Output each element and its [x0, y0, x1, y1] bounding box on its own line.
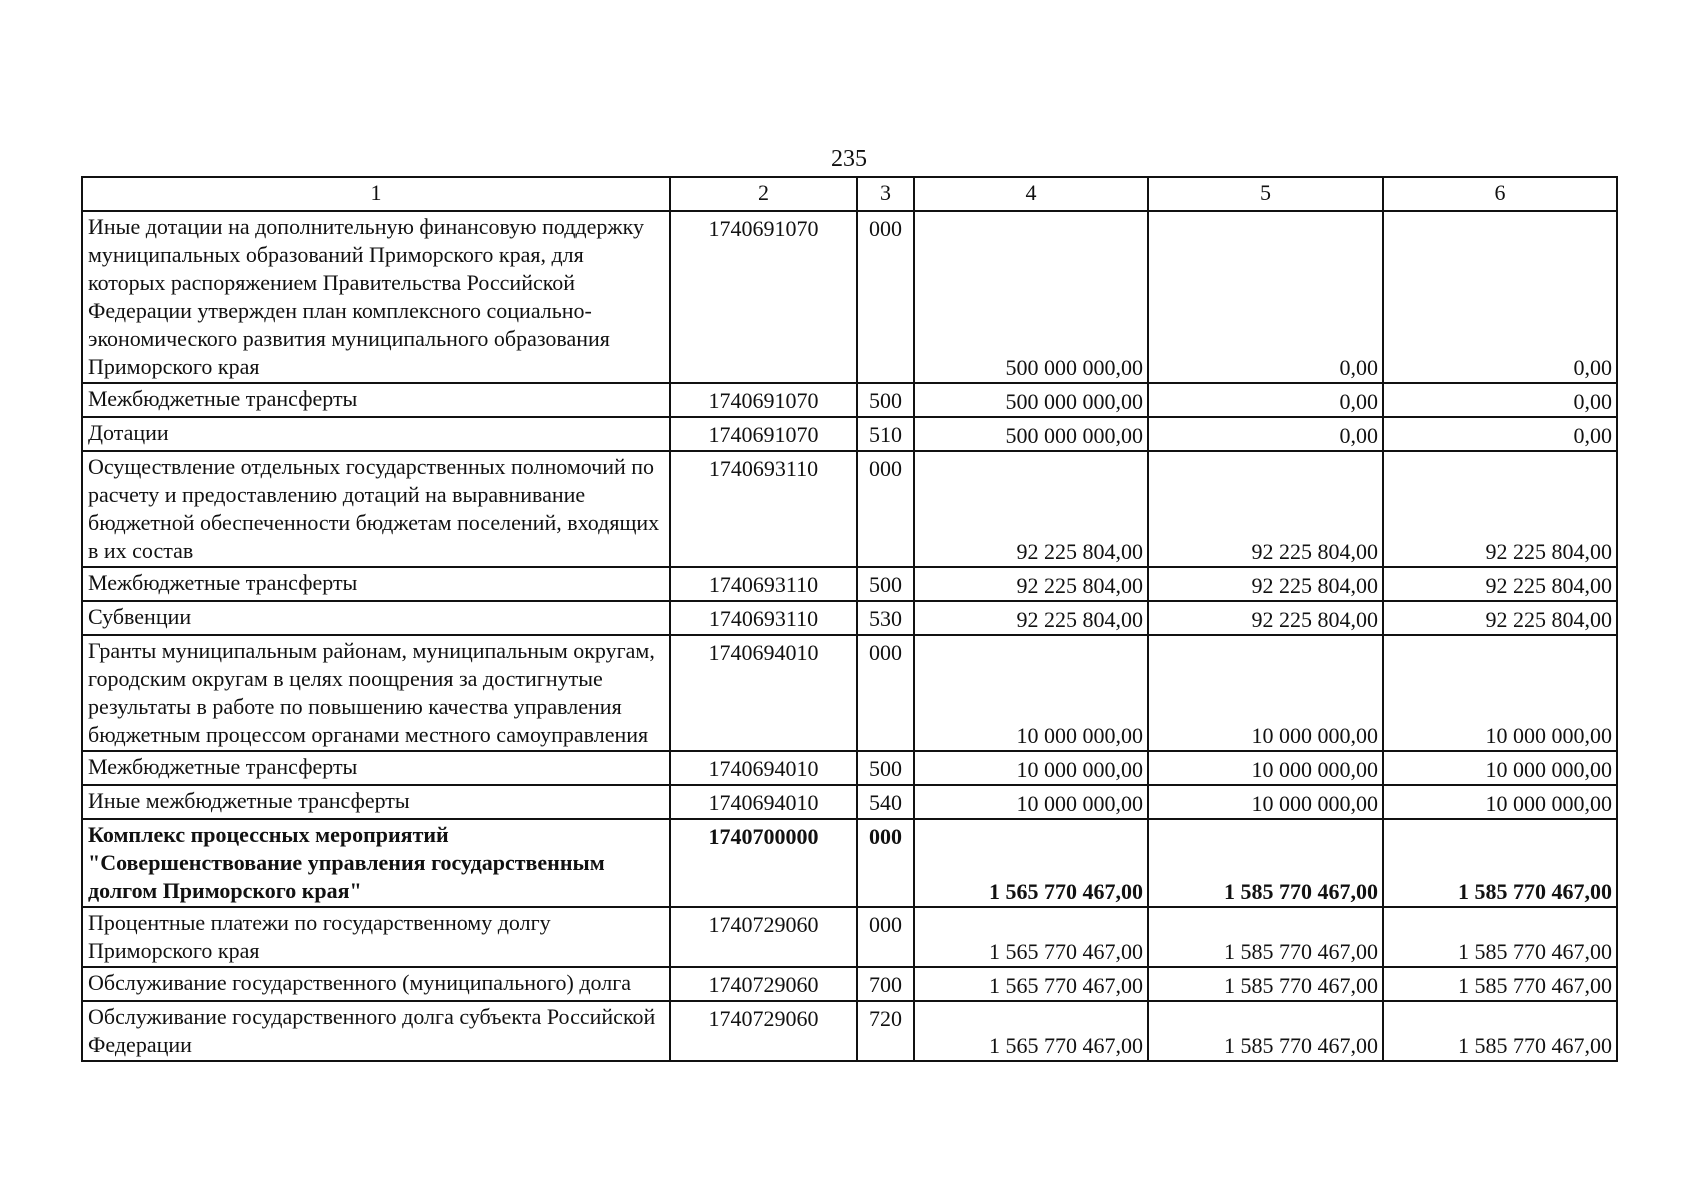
row-expense-type-cell: 540: [857, 785, 914, 819]
row-expense-type-cell: 000: [857, 211, 914, 383]
column-header-4: 4: [914, 177, 1148, 211]
row-amount-col5-cell: 1 585 770 467,00: [1148, 967, 1383, 1001]
row-amount-col5-cell: 10 000 000,00: [1148, 751, 1383, 785]
row-name-cell: Обслуживание государственного долга субъекта Российской Федерации: [82, 1001, 670, 1061]
row-name-cell: Процентные платежи по государственному долгу Приморского края: [82, 907, 670, 967]
row-code-cell: 1740729060: [670, 1001, 857, 1061]
row-name-cell: Обслуживание государственного (муниципального) долга: [82, 967, 670, 1001]
row-expense-type-cell: 700: [857, 967, 914, 1001]
column-header-5: 5: [1148, 177, 1383, 211]
row-amount-col6-cell: 1 585 770 467,00: [1383, 1001, 1617, 1061]
row-amount-col5-cell: 1 585 770 467,00: [1148, 1001, 1383, 1061]
row-expense-type-cell: 500: [857, 567, 914, 601]
row-amount-col4-cell: 1 565 770 467,00: [914, 1001, 1148, 1061]
table-row: [82, 967, 1617, 1001]
table-row: [82, 1001, 1617, 1061]
budget-table: [81, 176, 1618, 1062]
row-amount-col6-cell: 10 000 000,00: [1383, 785, 1617, 819]
row-amount-col6-cell: 1 585 770 467,00: [1383, 907, 1617, 967]
row-amount-col5-cell: 0,00: [1148, 417, 1383, 451]
row-code-cell: 1740691070: [670, 383, 857, 417]
row-name-cell: Иные межбюджетные трансферты: [82, 785, 670, 819]
row-code-cell: 1740694010: [670, 785, 857, 819]
column-header-6: 6: [1383, 177, 1617, 211]
table-row: [82, 211, 1617, 383]
row-amount-col5-cell: 92 225 804,00: [1148, 451, 1383, 567]
row-amount-col4-cell: 92 225 804,00: [914, 567, 1148, 601]
table-row: [82, 635, 1617, 751]
row-amount-col6-cell: 1 585 770 467,00: [1383, 967, 1617, 1001]
row-amount-col4-cell: 500 000 000,00: [914, 383, 1148, 417]
row-expense-type-cell: 000: [857, 635, 914, 751]
row-amount-col4-cell: 500 000 000,00: [914, 211, 1148, 383]
table-row: [82, 417, 1617, 451]
table-body: [82, 211, 1617, 1061]
column-header-1: 1: [82, 177, 670, 211]
table-row: [82, 567, 1617, 601]
row-expense-type-cell: 720: [857, 1001, 914, 1061]
row-amount-col5-cell: 0,00: [1148, 211, 1383, 383]
row-expense-type-cell: 000: [857, 819, 914, 907]
row-amount-col5-cell: 1 585 770 467,00: [1148, 819, 1383, 907]
row-expense-type-cell: 530: [857, 601, 914, 635]
table-row: [82, 751, 1617, 785]
row-amount-col6-cell: 0,00: [1383, 211, 1617, 383]
row-name-cell: Иные дотации на дополнительную финансовую поддержку муниципальных образований Приморского края, для которых распоряжением Правительства Российской Федерации утвержден план комплексного социально-экономического развития муниципального образования Приморского края: [82, 211, 670, 383]
row-amount-col4-cell: 500 000 000,00: [914, 417, 1148, 451]
column-header-3: 3: [857, 177, 914, 211]
row-expense-type-cell: 500: [857, 383, 914, 417]
row-expense-type-cell: 510: [857, 417, 914, 451]
header-row: [82, 177, 1617, 211]
page-number: 235: [831, 146, 867, 172]
row-amount-col5-cell: 10 000 000,00: [1148, 635, 1383, 751]
row-amount-col4-cell: 92 225 804,00: [914, 451, 1148, 567]
row-name-cell: Гранты муниципальным районам, муниципальным округам, городским округам в целях поощрения за достигнутые результаты в работе по повышению качества управления бюджетным процессом органами местного самоуправления: [82, 635, 670, 751]
row-name-cell: Субвенции: [82, 601, 670, 635]
row-name-cell: Межбюджетные трансферты: [82, 751, 670, 785]
row-code-cell: 1740694010: [670, 635, 857, 751]
row-amount-col6-cell: 92 225 804,00: [1383, 601, 1617, 635]
row-amount-col6-cell: 10 000 000,00: [1383, 751, 1617, 785]
table-row: [82, 383, 1617, 417]
row-amount-col5-cell: 0,00: [1148, 383, 1383, 417]
row-name-cell: Межбюджетные трансферты: [82, 567, 670, 601]
row-expense-type-cell: 500: [857, 751, 914, 785]
row-code-cell: 1740694010: [670, 751, 857, 785]
row-code-cell: 1740700000: [670, 819, 857, 907]
row-amount-col6-cell: 0,00: [1383, 383, 1617, 417]
row-expense-type-cell: 000: [857, 451, 914, 567]
table-header: [82, 177, 1617, 211]
table-row: [82, 819, 1617, 907]
row-amount-col5-cell: 92 225 804,00: [1148, 567, 1383, 601]
row-amount-col4-cell: 10 000 000,00: [914, 751, 1148, 785]
row-amount-col6-cell: 1 585 770 467,00: [1383, 819, 1617, 907]
row-amount-col6-cell: 92 225 804,00: [1383, 567, 1617, 601]
row-amount-col4-cell: 10 000 000,00: [914, 635, 1148, 751]
table-row: [82, 785, 1617, 819]
row-amount-col6-cell: 92 225 804,00: [1383, 451, 1617, 567]
row-code-cell: 1740693110: [670, 601, 857, 635]
row-code-cell: 1740691070: [670, 211, 857, 383]
row-amount-col4-cell: 1 565 770 467,00: [914, 819, 1148, 907]
row-amount-col5-cell: 92 225 804,00: [1148, 601, 1383, 635]
row-expense-type-cell: 000: [857, 907, 914, 967]
row-name-cell: Дотации: [82, 417, 670, 451]
row-amount-col6-cell: 10 000 000,00: [1383, 635, 1617, 751]
row-code-cell: 1740693110: [670, 567, 857, 601]
row-code-cell: 1740691070: [670, 417, 857, 451]
row-name-cell: Межбюджетные трансферты: [82, 383, 670, 417]
row-amount-col6-cell: 0,00: [1383, 417, 1617, 451]
row-amount-col4-cell: 1 565 770 467,00: [914, 907, 1148, 967]
row-code-cell: 1740693110: [670, 451, 857, 567]
row-code-cell: 1740729060: [670, 967, 857, 1001]
table-row: [82, 907, 1617, 967]
table-row: [82, 451, 1617, 567]
row-amount-col5-cell: 10 000 000,00: [1148, 785, 1383, 819]
row-code-cell: 1740729060: [670, 907, 857, 967]
row-amount-col4-cell: 92 225 804,00: [914, 601, 1148, 635]
table-row: [82, 601, 1617, 635]
row-amount-col4-cell: 1 565 770 467,00: [914, 967, 1148, 1001]
row-amount-col4-cell: 10 000 000,00: [914, 785, 1148, 819]
row-amount-col5-cell: 1 585 770 467,00: [1148, 907, 1383, 967]
row-name-cell: Комплекс процессных мероприятий "Совершенствование управления государственным долгом Приморского края": [82, 819, 670, 907]
row-name-cell: Осуществление отдельных государственных полномочий по расчету и предоставлению дотаций на выравнивание бюджетной обеспеченности бюджетам поселений, входящих в их состав: [82, 451, 670, 567]
column-header-2: 2: [670, 177, 857, 211]
